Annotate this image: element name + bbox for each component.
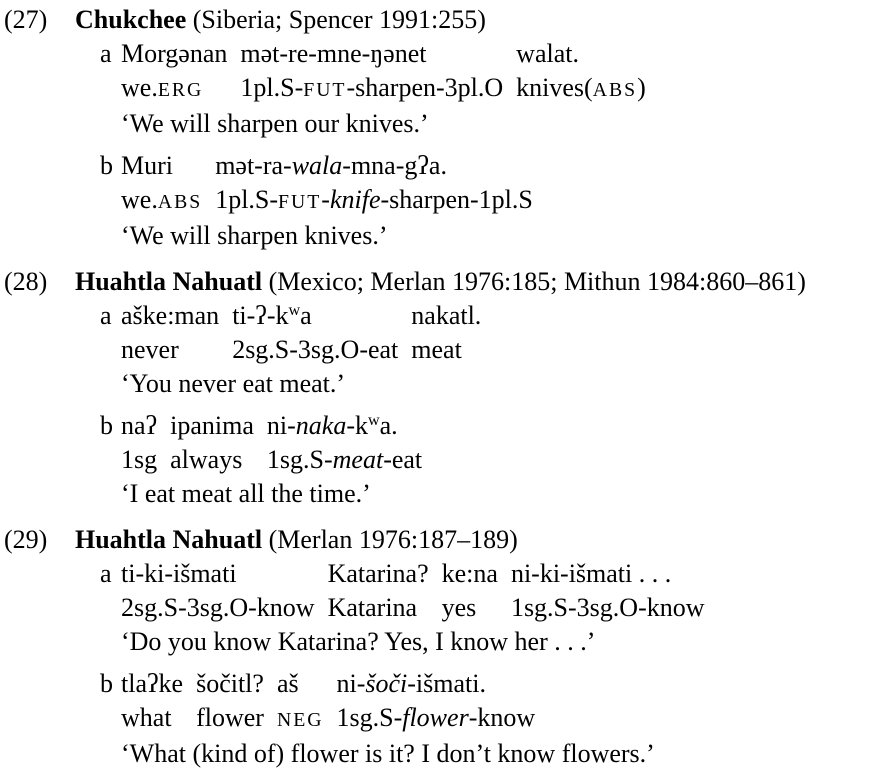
text-segment: 1sg [121,445,158,474]
text-segment: knife [329,185,381,214]
example-item [100,37,871,141]
source-citation: (Merlan 1976:187–189) [262,525,518,554]
text-segment: ) [637,73,646,102]
interlinear-gloss-row [121,667,871,737]
interlinear-gloss-row [121,557,871,625]
text-segment: walat. [516,39,579,68]
gloss-word [121,71,227,107]
object-language-word [215,149,533,183]
text-segment: - [321,185,330,214]
text-segment: 1sg.S- [266,445,333,474]
text-segment: 1pl.S- [240,73,304,102]
text-segment: -sharpen-1pl.S [380,185,533,214]
item-body [121,409,871,511]
gloss-word-column [121,557,315,625]
gloss-word-column [267,409,422,477]
text-segment: Katarina [327,593,418,622]
text-segment: ABS [592,79,638,101]
gloss-word-column [170,409,254,477]
gloss-word [121,591,315,625]
translation-line: ‘I eat meat all the time.’ [121,479,371,508]
item-body [121,149,871,253]
text-segment: 1pl.S- [215,185,279,214]
gloss-word-column [215,149,533,219]
text-segment: naka [295,411,347,440]
object-language-word [511,557,705,591]
object-language-word [121,667,183,701]
text-segment: -sharpen-3pl.O [346,73,504,102]
text-segment: aške:man [121,301,220,330]
object-language-word [267,409,422,443]
linguistics-examples-page [0,3,871,771]
text-segment: always [170,445,243,474]
example-item [100,409,871,511]
source-citation: (Mexico; Merlan 1976:185; Mithun 1984:860–861) [262,267,806,296]
source-citation: (Siberia; Spencer 1991:255) [186,5,486,34]
text-segment: w [368,412,380,430]
object-language-word [411,299,481,333]
text-segment: 1sg.S- [336,703,403,732]
text-segment: -mna-gʔa. [342,151,447,180]
text-segment: 2sg.S-3sg.O-know [121,593,315,622]
text-segment: 1sg.S-3sg.O-know [510,593,705,622]
text-segment: ipanima [170,411,254,440]
gloss-word [121,183,202,219]
text-segment: yes [441,593,477,622]
object-language-word [121,37,227,71]
gloss-word-column [121,299,219,367]
language-name: Huahtla Nahuatl [75,525,263,554]
gloss-word [336,701,535,735]
gloss-word [121,333,219,367]
example-item [100,667,871,771]
gloss-word-column [196,667,264,735]
text-segment: Morgənan [121,39,228,68]
text-segment: FUT [278,191,322,213]
item-letter: b [100,151,113,180]
object-language-word [170,409,254,443]
text-segment: mət-re-mne-ŋənet [240,39,427,68]
object-language-word [121,557,315,591]
language-name: Huahtla Nahuatl [75,267,263,296]
object-language-word [328,557,429,591]
object-language-word [196,667,264,701]
example-item [100,149,871,253]
gloss-word-column [240,37,503,107]
gloss-word-column [121,409,157,477]
gloss-word [442,591,498,625]
text-segment: šočitl? [196,669,264,698]
translation-line: ‘We will sharpen knives.’ [121,221,388,250]
item-body [121,37,871,141]
gloss-word [516,71,646,107]
gloss-word-column [516,37,646,107]
interlinear-gloss-row [121,149,871,219]
text-segment: ti-ʔ-k [232,301,289,330]
gloss-word [121,701,183,735]
text-segment: meat [411,335,462,364]
gloss-word [277,701,324,737]
text-segment: ERG [157,79,204,101]
text-segment: Katarina? [327,559,429,588]
text-segment: -know [468,703,536,732]
gloss-word [240,71,503,107]
example-header [75,523,871,557]
text-segment: naʔ [121,411,158,440]
item-letter: a [100,301,112,330]
text-segment: ke:na [441,559,498,588]
text-segment: knives( [516,73,593,102]
gloss-word-column [232,299,398,367]
example-item [100,557,871,659]
translation-line: ‘What (kind of) flower is it? I don’t know flowers.’ [121,739,655,768]
text-segment: flower [196,703,264,732]
text-segment: w [288,302,301,320]
item-letter: b [100,411,113,440]
example-number: (27) [4,5,48,34]
translation-line: ‘Do you know Katarina? Yes, I know her . . .’ [121,627,596,656]
text-segment: Muri [121,151,173,180]
gloss-word-column [277,667,324,737]
text-segment: -eat [383,445,423,474]
gloss-word [170,443,254,477]
item-body [121,557,871,659]
text-segment: a. [379,411,398,440]
item-body [121,299,871,401]
item-letter: a [100,559,112,588]
gloss-word [328,591,429,625]
gloss-word [267,443,422,477]
interlinear-gloss-row [121,299,871,367]
translation-line: ‘You never eat meat.’ [121,369,346,398]
text-segment: aš [276,669,299,698]
gloss-word-column [336,667,535,735]
object-language-word [336,667,535,701]
text-segment: -išmati. [407,669,486,698]
text-segment: ni- [266,411,296,440]
example-header [75,3,871,37]
example-block [0,523,871,771]
object-language-word [121,409,157,443]
text-segment: ABS [157,191,203,213]
gloss-word-column [121,37,227,107]
text-segment: mət-ra- [215,151,292,180]
text-segment: nakatl. [411,301,482,330]
example-number: (28) [4,267,48,296]
example-content [75,3,871,253]
text-segment: we. [121,185,158,214]
text-segment: 2sg.S-3sg.O-eat [232,335,399,364]
text-segment: ti-ki-išmati [121,559,237,588]
example-header [75,265,871,299]
text-segment: NEG [276,709,324,731]
gloss-word-column [511,557,705,625]
object-language-word [240,37,503,71]
object-language-word [277,667,324,701]
text-segment: a [300,301,312,330]
translation-line: ‘We will sharpen our knives.’ [121,109,429,138]
object-language-word [442,557,498,591]
language-name: Chukchee [75,5,187,34]
gloss-word-column [442,557,498,625]
object-language-word [121,149,202,183]
text-segment: what [121,703,172,732]
gloss-word [196,701,264,735]
text-segment: never [121,335,179,364]
example-content [75,523,871,771]
gloss-word-column [411,299,481,367]
gloss-word-column [328,557,429,625]
gloss-word [121,443,157,477]
item-letter: b [100,669,113,698]
example-number: (29) [4,525,48,554]
example-item [100,299,871,401]
gloss-word-column [121,667,183,735]
gloss-word [232,333,398,367]
text-segment: ni-ki-išmati . . . [510,559,672,588]
text-segment: ni- [336,669,366,698]
interlinear-gloss-row [121,409,871,477]
text-segment: tlaʔke [121,669,184,698]
object-language-word [232,299,398,333]
text-segment: we. [121,73,158,102]
gloss-word [411,333,481,367]
text-segment: šoči [365,669,408,698]
gloss-word-column [121,149,202,219]
item-letter: a [100,39,112,68]
text-segment: wala [291,151,343,180]
text-segment: -k [346,411,368,440]
text-segment: flower [402,703,469,732]
interlinear-gloss-row [121,37,871,107]
object-language-word [121,299,219,333]
text-segment: meat [332,445,384,474]
text-segment: FUT [303,79,347,101]
example-block [0,3,871,253]
item-body [121,667,871,771]
gloss-word [511,591,705,625]
example-content [75,265,871,511]
object-language-word [516,37,646,71]
example-block [0,265,871,511]
gloss-word [215,183,533,219]
